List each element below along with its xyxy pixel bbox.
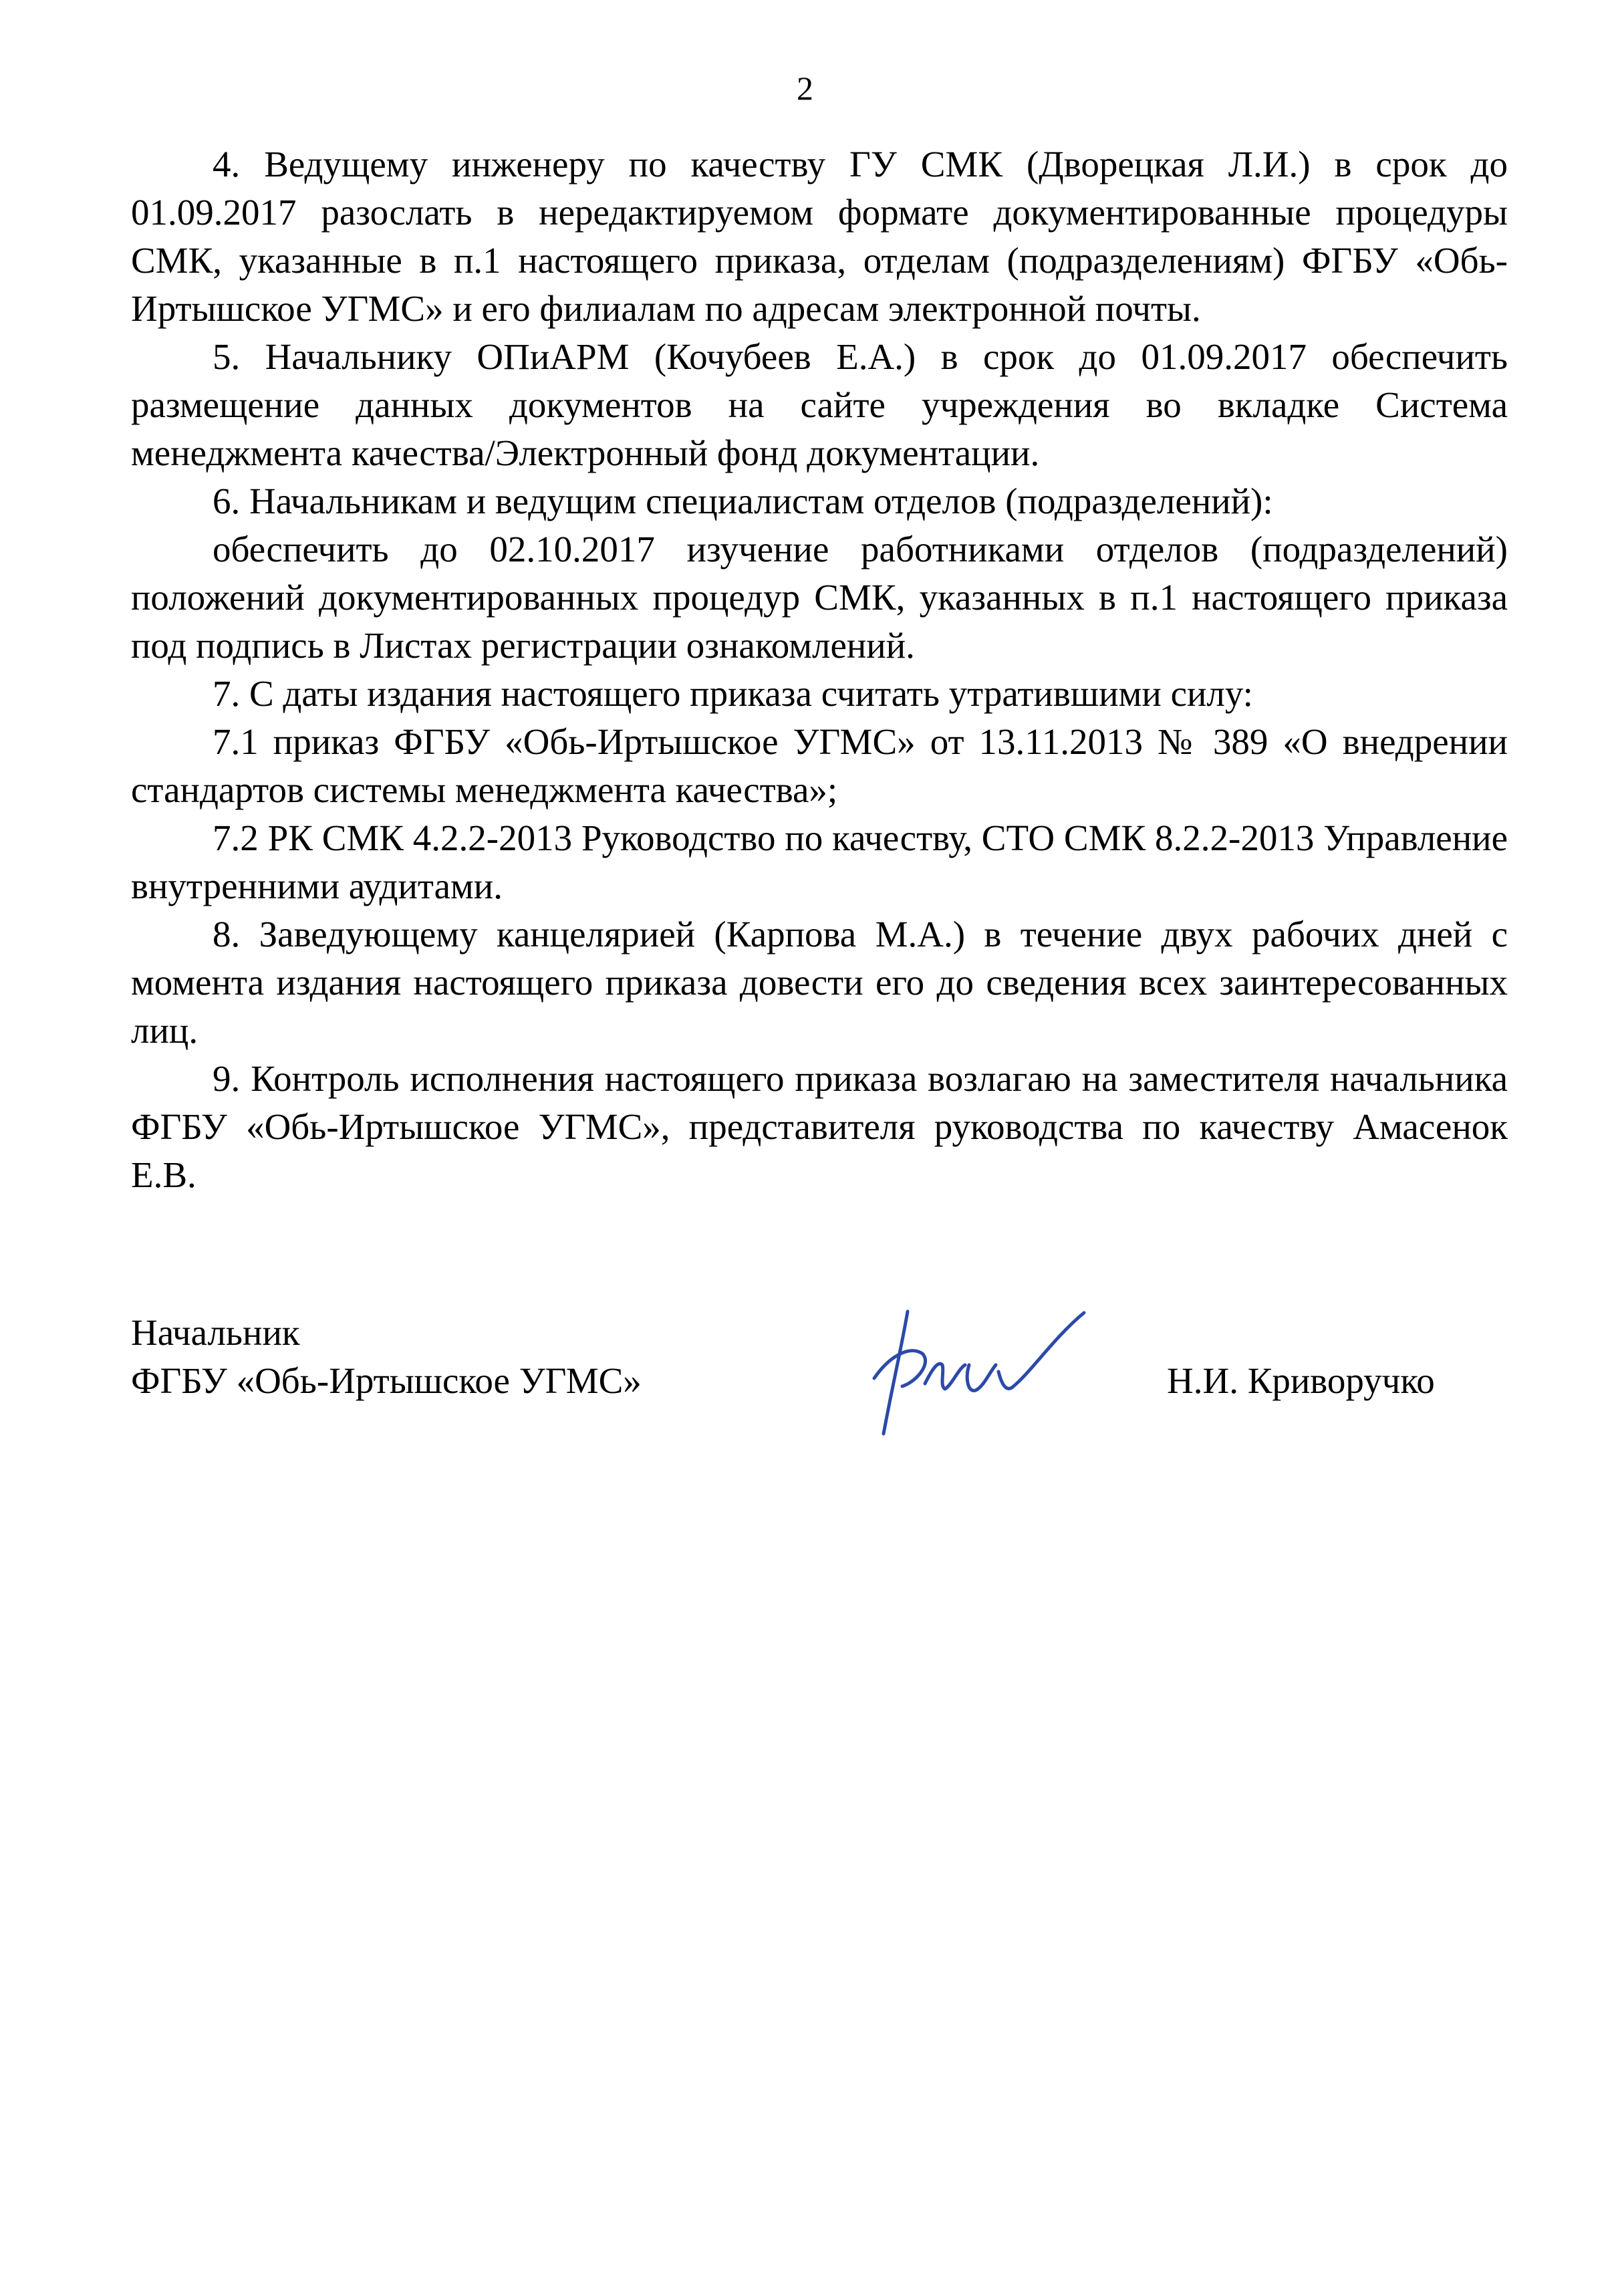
handwritten-signature <box>869 1303 1089 1444</box>
document-body <box>131 140 1508 1199</box>
page-number: 2 <box>797 70 813 107</box>
paragraph-8: 8. Заведующему канцелярией (Карпова М.А.) в течение двух рабочих дней с момента издания настоящего приказа довести его до сведения всех заинтересованных лиц. <box>131 914 1508 1051</box>
signatory-position-line-2: ФГБУ «Обь-Иртышское УГМС» <box>131 1360 642 1401</box>
paragraph-6: 6. Начальникам и ведущим специалистам отделов (подразделений): <box>213 481 1273 521</box>
paragraph-7-1: 7.1 приказ ФГБУ «Обь-Иртышское УГМС» от 13.11.2013 № 389 «О внедрении стандартов системы менеджмента качества»; <box>131 721 1508 810</box>
paragraph-5: 5. Начальнику ОПиАРМ (Кочубеев Е.А.) в срок до 01.09.2017 обеспечить размещение данных документов на сайте учреждения во вкладке Система менеджмента качества/Электронный фонд документации. <box>131 336 1508 473</box>
signatory-position-line-1: Начальник <box>131 1312 300 1353</box>
signatory-position <box>131 1309 642 1405</box>
signatory-name: Н.И. Криворучко <box>1167 1360 1435 1401</box>
paragraph-4: 4. Ведущему инженеру по качеству ГУ СМК (Дворецкая Л.И.) в срок до 01.09.2017 разослать в нередактируемом формате документированные процедуры СМК, указанные в п.1 настоящего приказа, отделам (подразделениям) ФГБУ «Обь-Иртышское УГМС» и его филиалам по адресам электронной почты. <box>131 144 1508 329</box>
paragraph-9: 9. Контроль исполнения настоящего приказа возлагаю на заместителя начальника ФГБУ «Обь-Иртышское УГМС», представителя руководства по качеству Амасенок Е.В. <box>131 1058 1508 1195</box>
paragraph-7-2: 7.2 РК СМК 4.2.2-2013 Руководство по качеству, СТО СМК 8.2.2-2013 Управление внутренними аудитами. <box>131 817 1508 906</box>
paragraph-7: 7. С даты издания настоящего приказа считать утратившими силу: <box>213 673 1253 714</box>
paragraph-6-detail: обеспечить до 02.10.2017 изучение работниками отделов (подразделений) положений документированных процедур СМК, указанных в п.1 настоящего приказа под подпись в Листах регистрации ознакомлений. <box>131 529 1508 666</box>
